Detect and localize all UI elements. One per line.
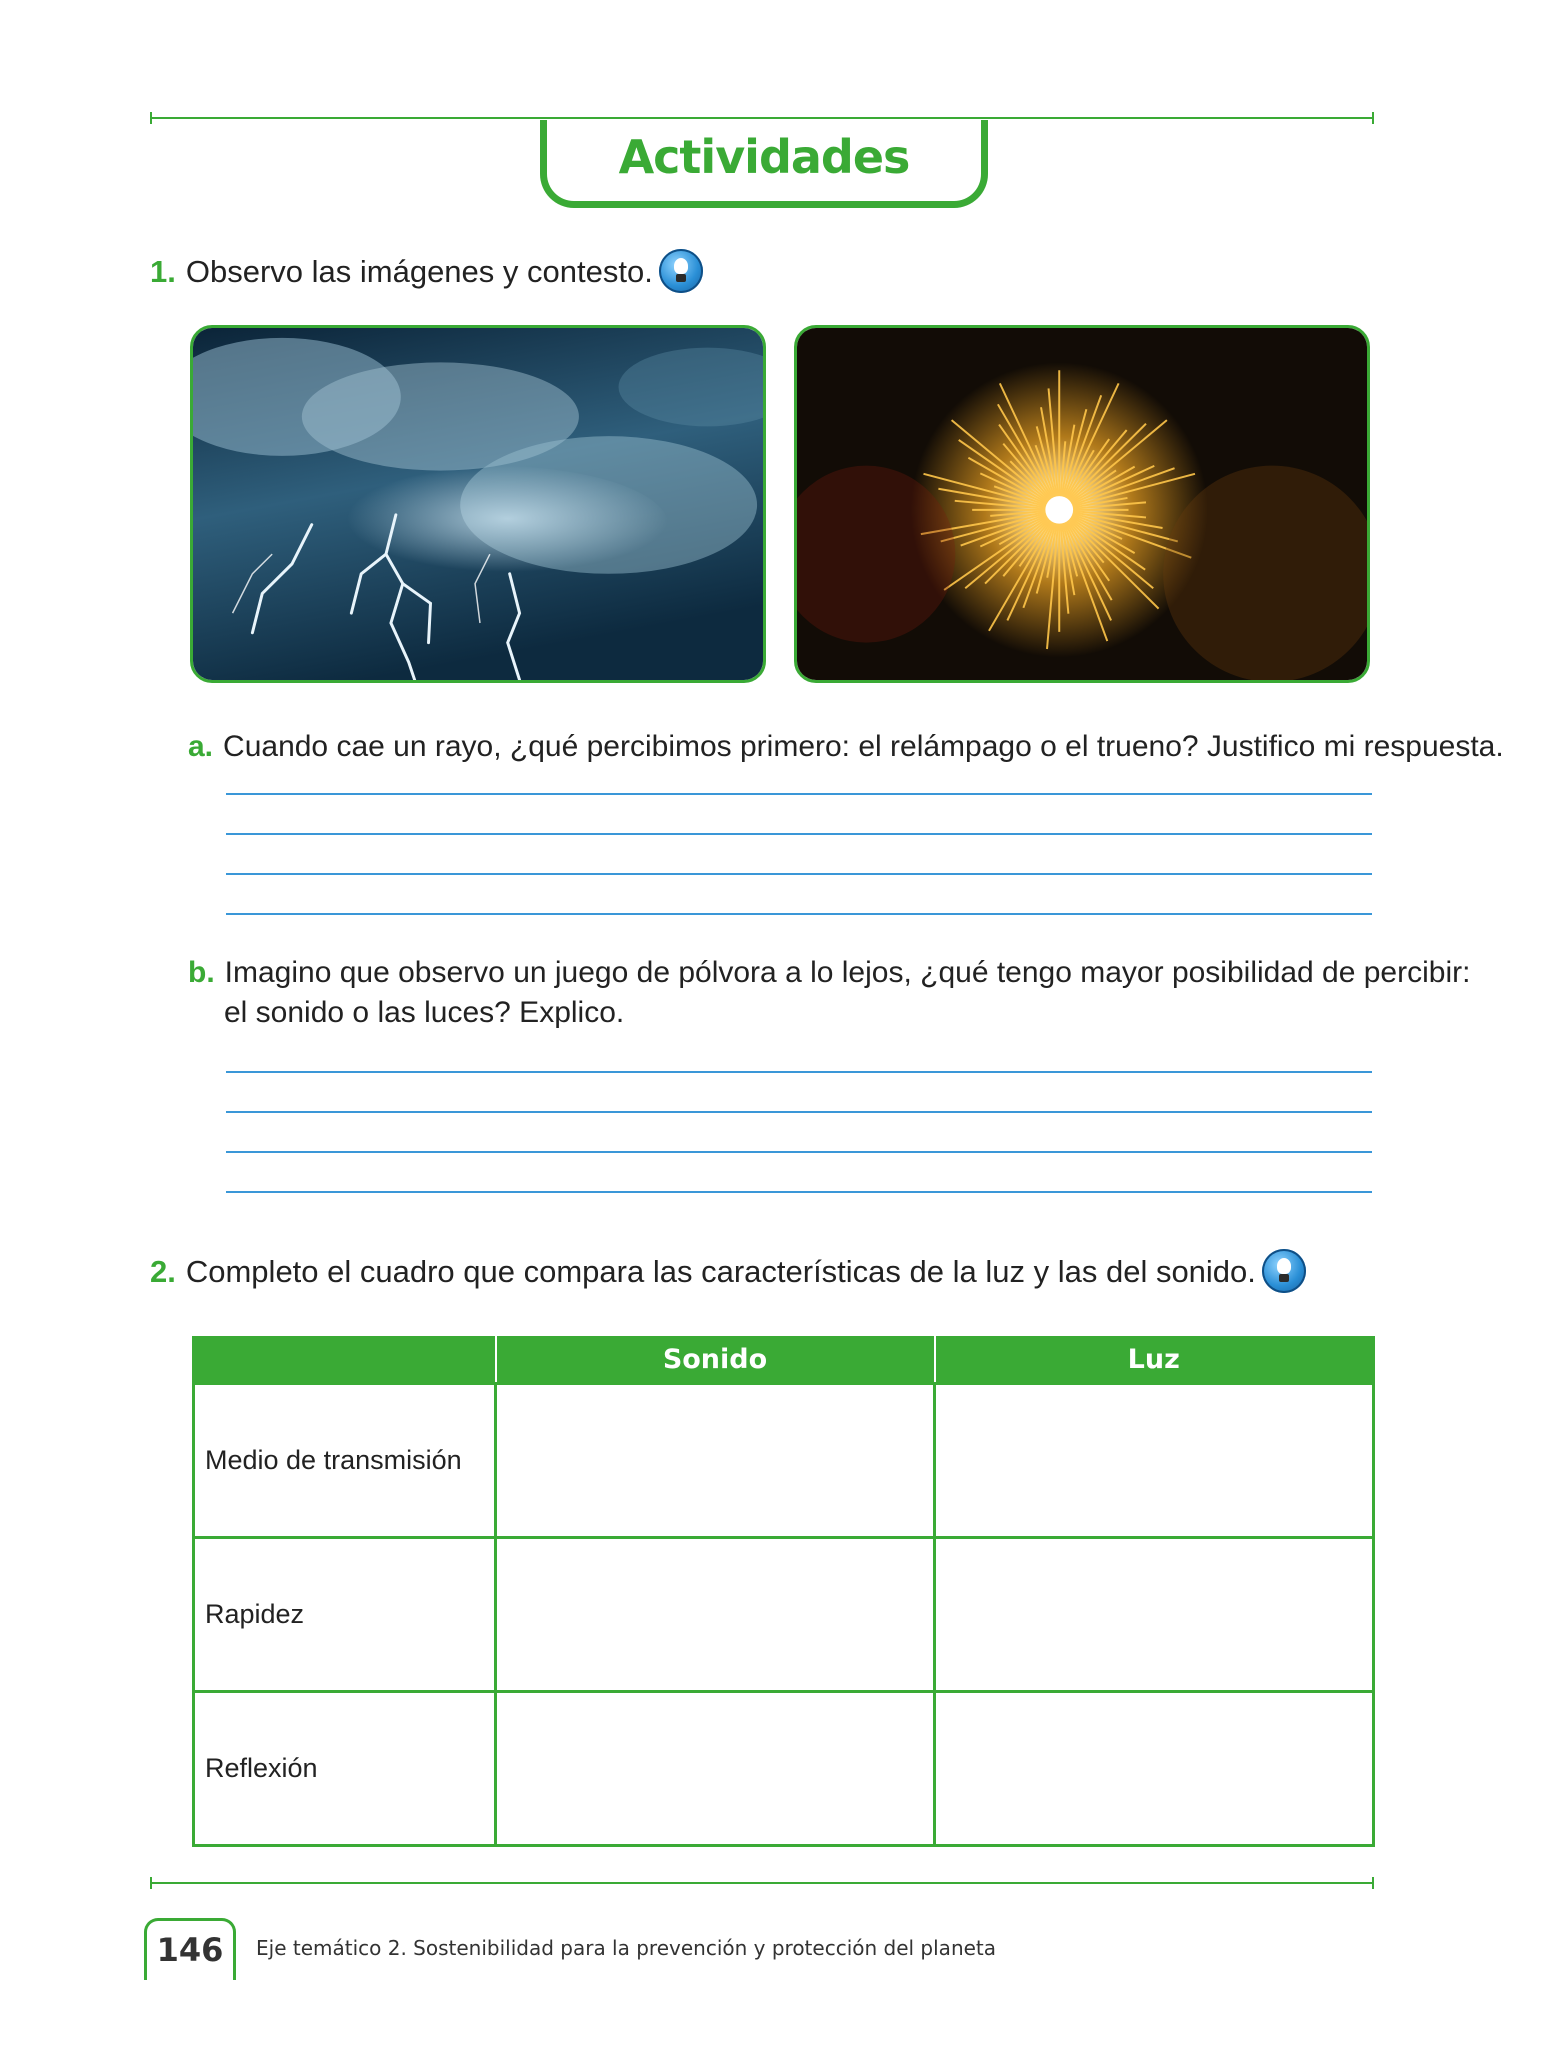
lightbulb-icon xyxy=(659,249,703,293)
top-rule-cap-right xyxy=(1372,112,1374,124)
table-header-sonido: Sonido xyxy=(496,1336,935,1384)
row-label-medio: Medio de transmisión xyxy=(194,1384,496,1538)
answer-line-b4[interactable] xyxy=(226,1191,1372,1193)
cell-rapidez-luz[interactable] xyxy=(935,1538,1374,1692)
question-a-letter: a. xyxy=(188,730,214,763)
table-header-empty xyxy=(194,1336,496,1384)
bottom-rule-cap-left xyxy=(150,1877,152,1889)
question-b-continuation xyxy=(224,992,624,1034)
table-header-luz: Luz xyxy=(935,1336,1374,1384)
title-tab xyxy=(540,120,988,208)
footer-text: Eje temático 2. Sostenibilidad para la prevención y protección del planeta xyxy=(256,1936,997,1960)
question-b-letter: b. xyxy=(188,956,215,989)
table-row xyxy=(194,1384,1374,1538)
question-b-line1: Imagino que observo un juego de pólvora a lo lejos, ¿qué tengo mayor posibilidad de percibir: xyxy=(224,956,1471,989)
top-rule xyxy=(150,117,1374,119)
table-header-row xyxy=(194,1336,1374,1384)
fireworks-art xyxy=(797,328,1367,680)
answer-line-a3[interactable] xyxy=(226,873,1372,875)
row-label-reflexion: Reflexión xyxy=(194,1692,496,1846)
cell-rapidez-sonido[interactable] xyxy=(496,1538,935,1692)
bottom-rule xyxy=(150,1882,1374,1884)
question-a-text: Cuando cae un rayo, ¿qué percibimos primero: el relámpago o el trueno? Justifico mi respuesta. xyxy=(223,730,1504,763)
activity-2-instruction xyxy=(150,1252,1306,1296)
storm-lightning-image xyxy=(190,325,766,683)
activity-1-number: 1. xyxy=(150,254,176,290)
question-b xyxy=(188,952,1470,994)
cell-medio-sonido[interactable] xyxy=(496,1384,935,1538)
question-b-line2: el sonido o las luces? Explico. xyxy=(224,996,625,1029)
answer-line-a2[interactable] xyxy=(226,833,1372,835)
answer-line-b3[interactable] xyxy=(226,1151,1372,1153)
comparison-table xyxy=(192,1336,1375,1847)
answer-line-b1[interactable] xyxy=(226,1071,1372,1073)
cell-reflexion-luz[interactable] xyxy=(935,1692,1374,1846)
table-row xyxy=(194,1692,1374,1846)
cell-reflexion-sonido[interactable] xyxy=(496,1692,935,1846)
activity-1-instruction xyxy=(150,252,703,296)
answer-line-a4[interactable] xyxy=(226,913,1372,915)
top-rule-cap-left xyxy=(150,112,152,124)
row-label-rapidez: Rapidez xyxy=(194,1538,496,1692)
answer-line-a1[interactable] xyxy=(226,793,1372,795)
activity-2-text: Completo el cuadro que compara las características de la luz y las del sonido. xyxy=(185,1254,1256,1290)
page-number: 146 xyxy=(144,1918,236,1980)
activity-2-number: 2. xyxy=(150,1254,176,1290)
lightbulb-icon xyxy=(1262,1249,1306,1293)
cell-medio-luz[interactable] xyxy=(935,1384,1374,1538)
answer-line-b2[interactable] xyxy=(226,1111,1372,1113)
page-title: Actividades xyxy=(618,129,910,184)
bottom-rule-cap-right xyxy=(1372,1877,1374,1889)
activity-1-text: Observo las imágenes y contesto. xyxy=(185,254,653,290)
table-row xyxy=(194,1538,1374,1692)
fireworks-image xyxy=(794,325,1370,683)
question-a xyxy=(188,726,1504,768)
